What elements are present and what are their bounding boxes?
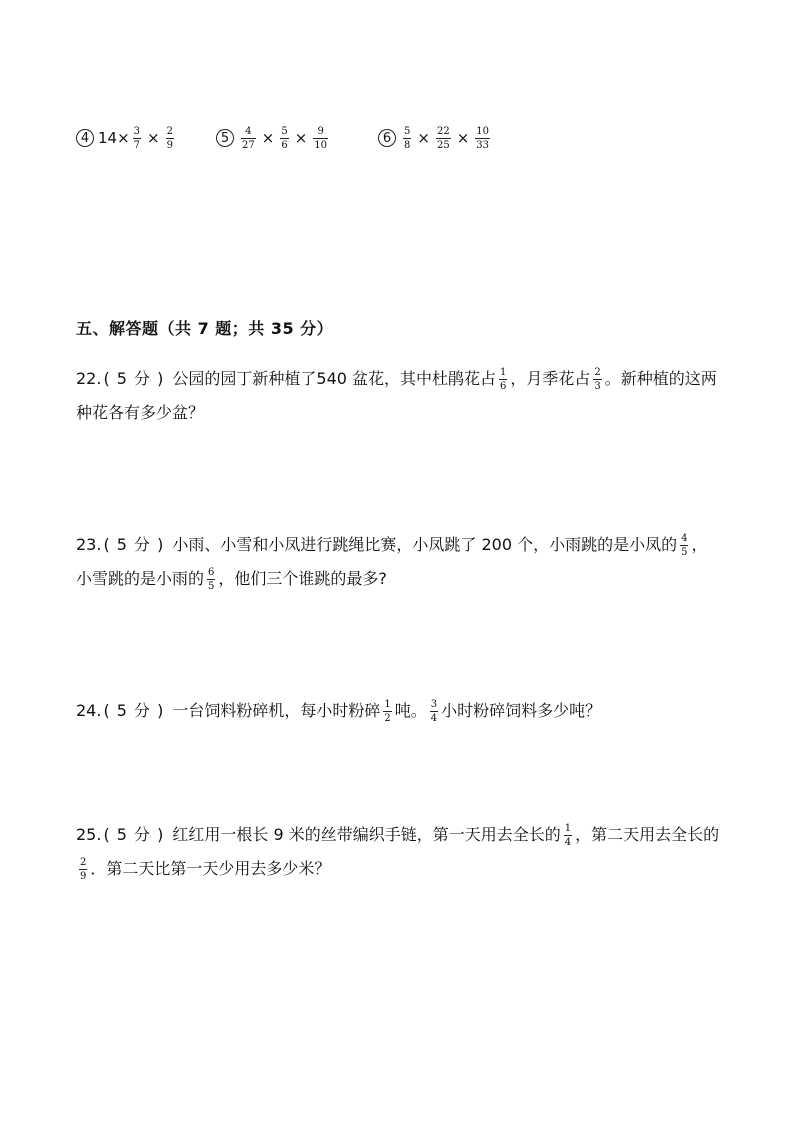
- calc-item-4: [76, 126, 216, 151]
- question-text: ，小雪跳的是小雨的: [76, 535, 708, 588]
- fraction: [430, 699, 438, 724]
- numerator: 1: [564, 823, 572, 834]
- question-score: ( 5 分 ): [103, 701, 165, 720]
- fraction-bar: [280, 138, 288, 139]
- numerator: 10: [476, 125, 489, 137]
- question-text: 。新种植的这两种花各有多少盆？: [76, 369, 717, 422]
- fraction-bar: [241, 138, 256, 139]
- denominator: 9: [80, 871, 87, 882]
- circled-number-6: 6: [378, 129, 396, 147]
- fraction-bar: [430, 711, 438, 712]
- fraction-bar: [564, 835, 572, 836]
- denominator: 4: [430, 713, 438, 724]
- denominator: 5: [208, 581, 215, 592]
- fraction: [564, 823, 572, 848]
- multiply-sign: ×: [456, 129, 470, 147]
- numerator: 1: [500, 367, 507, 378]
- fraction-bar: [436, 138, 451, 139]
- multiply-sign: ×: [417, 129, 430, 147]
- multiply-sign: ×: [147, 129, 160, 147]
- calc-item-6: [378, 126, 493, 151]
- denominator: 7: [133, 139, 141, 151]
- fraction: [313, 126, 328, 151]
- fraction: [133, 126, 141, 151]
- numerator: 2: [594, 367, 601, 378]
- fraction: [166, 126, 174, 151]
- numerator: 5: [281, 125, 288, 137]
- question-25: [76, 818, 720, 886]
- question-23: [76, 528, 720, 596]
- numerator: 4: [245, 125, 252, 137]
- fraction: [280, 126, 288, 151]
- whole-number-factor: 14×: [98, 129, 130, 147]
- numerator: 5: [404, 125, 411, 137]
- question-text: ，第二天用去全长的: [575, 825, 720, 844]
- denominator: 25: [436, 139, 450, 151]
- question-text: ，月季花占: [510, 369, 591, 388]
- circled-number-4: 4: [76, 129, 94, 147]
- denominator: 8: [404, 139, 411, 151]
- numerator: 6: [208, 567, 215, 578]
- fraction-bar: [403, 138, 411, 139]
- section-heading: 五、解答题（共 7 题；共 35 分）: [76, 319, 334, 338]
- numerator: 2: [166, 125, 173, 137]
- fraction-bar: [680, 545, 688, 546]
- question-number: 22.: [76, 369, 102, 388]
- denominator: 4: [564, 837, 572, 848]
- question-score: ( 5 分 ): [103, 369, 165, 388]
- fraction: [79, 857, 87, 882]
- denominator: 10: [314, 139, 327, 151]
- question-text: 一台饲料粉碎机，每小时粉碎: [172, 701, 381, 720]
- question-number: 23.: [76, 535, 102, 554]
- question-score: ( 5 分 ): [103, 825, 165, 844]
- denominator: 27: [242, 139, 255, 151]
- calc-item-5: [216, 126, 378, 151]
- numerator: 1: [384, 699, 391, 710]
- fraction-bar: [207, 579, 215, 580]
- circled-number-5: 5: [216, 129, 234, 147]
- question-text: 红红用一根长 9 米的丝带编织手链，第一天用去全长的: [172, 825, 561, 844]
- fraction-bar: [593, 379, 601, 380]
- question-text: 公园的园丁新种植了540 盆花，其中杜鹃花占: [172, 369, 497, 388]
- fraction: [475, 126, 490, 151]
- fraction: [383, 699, 391, 724]
- numerator: 3: [133, 125, 141, 137]
- numerator: 4: [681, 533, 688, 544]
- question-number: 24.: [76, 701, 102, 720]
- fraction: [680, 533, 688, 558]
- fraction-bar: [499, 379, 507, 380]
- question-text: 吨。: [394, 701, 427, 720]
- fraction-bar: [383, 711, 391, 712]
- question-text: 小时粉碎饲料多少吨？: [441, 701, 602, 720]
- denominator: 9: [166, 139, 173, 151]
- numerator: 2: [80, 857, 87, 868]
- denominator: 3: [594, 381, 601, 392]
- numerator: 3: [430, 699, 438, 710]
- fraction: [241, 126, 256, 151]
- fraction: [593, 367, 601, 392]
- fraction-bar: [79, 869, 87, 870]
- question-score: ( 5 分 ): [103, 535, 165, 554]
- denominator: 6: [500, 381, 507, 392]
- fraction-bar: [475, 138, 490, 139]
- denominator: 5: [681, 547, 688, 558]
- fraction-bar: [313, 138, 328, 139]
- fraction-bar: [166, 138, 174, 139]
- denominator: 2: [384, 713, 391, 724]
- fraction: [499, 367, 507, 392]
- question-text: 小雨、小雪和小凤进行跳绳比赛，小凤跳了 200 个，小雨跳的是小凤的: [172, 535, 678, 554]
- question-22: [76, 362, 720, 430]
- multiply-sign: ×: [261, 129, 275, 147]
- fraction: [436, 126, 451, 151]
- numerator: 22: [436, 125, 450, 137]
- question-text: ，他们三个谁跳的最多?: [218, 569, 387, 588]
- fraction-bar: [133, 138, 141, 139]
- fraction: [403, 126, 411, 151]
- denominator: 6: [281, 139, 288, 151]
- multiply-sign: ×: [294, 129, 308, 147]
- numerator: 9: [317, 125, 324, 137]
- question-24: [76, 694, 720, 728]
- fraction: [207, 567, 215, 592]
- denominator: 33: [476, 139, 489, 151]
- question-text: ．第二天比第一天少用去多少米？: [90, 859, 331, 878]
- calculation-row: [76, 118, 493, 158]
- question-number: 25.: [76, 825, 102, 844]
